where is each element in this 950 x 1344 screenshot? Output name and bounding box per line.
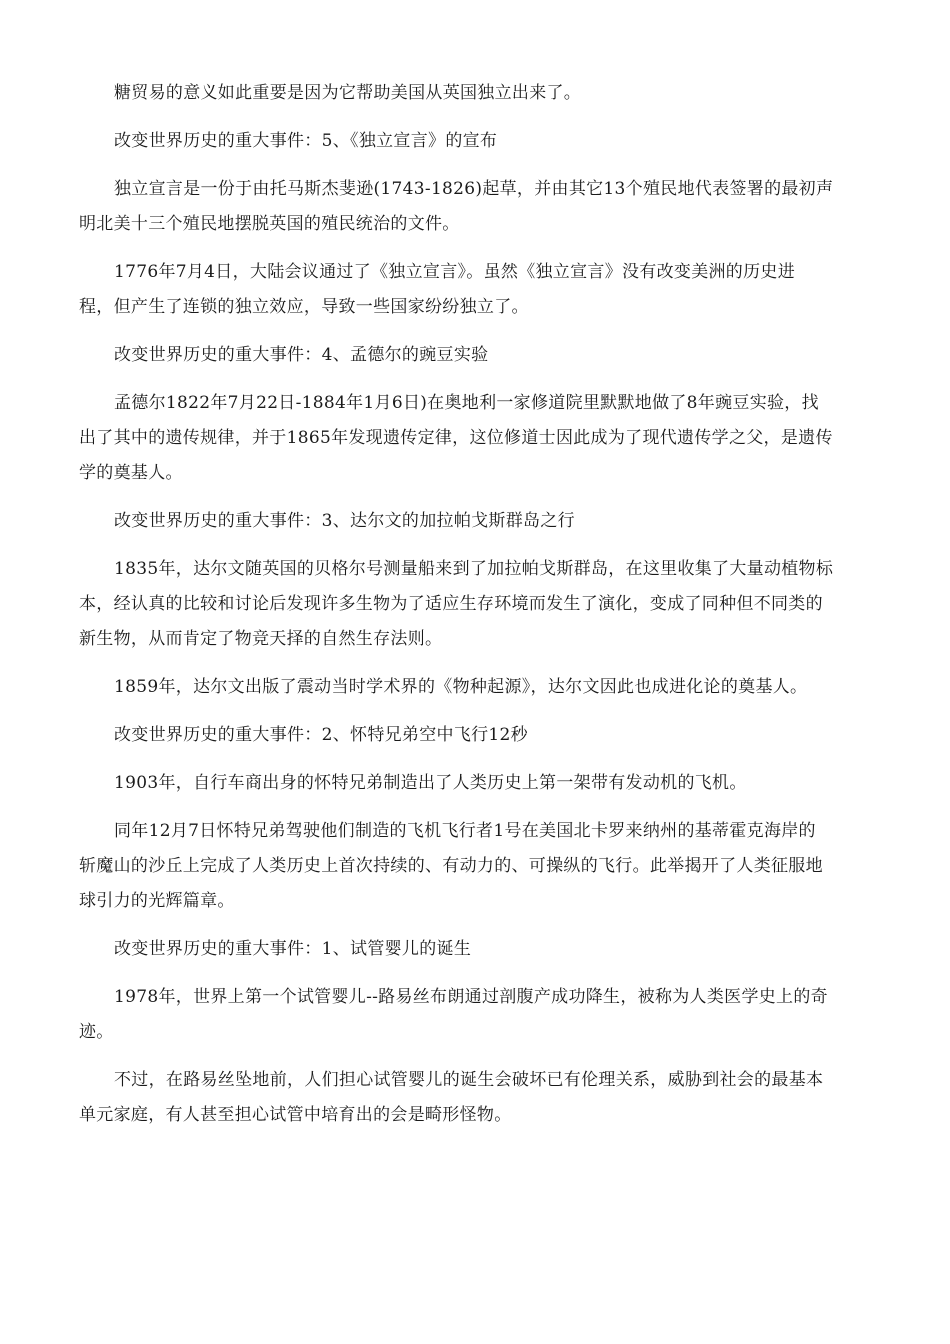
paragraph [114, 76, 854, 111]
heading-line: 改变世界历史的重大事件：5、《独立宣言》的宣布 [114, 131, 498, 151]
section-heading [114, 124, 854, 159]
section-heading [114, 718, 854, 753]
paragraph-line: 独立宣言是一份于由托马斯杰斐逊(1743-1826)起草，并由其它13个殖民地代表签署的最初声 [114, 179, 834, 199]
paragraph [79, 386, 854, 491]
document-body [79, 76, 854, 1133]
section-heading [114, 932, 854, 967]
paragraph [79, 814, 854, 919]
paragraph-line: 学的奠基人。 [79, 463, 183, 483]
heading-line: 改变世界历史的重大事件：1、试管婴儿的诞生 [114, 939, 472, 959]
paragraph-line: 明北美十三个殖民地摆脱英国的殖民统治的文件。 [79, 214, 460, 234]
heading-line: 改变世界历史的重大事件：3、达尔文的加拉帕戈斯群岛之行 [114, 511, 575, 531]
paragraph-line: 1978年，世界上第一个试管婴儿--路易丝布朗通过剖腹产成功降生，被称为人类医学史上的奇 [114, 987, 828, 1007]
paragraph-line: 1859年，达尔文出版了震动当时学术界的《物种起源》，达尔文因此也成进化论的奠基人。 [114, 677, 808, 697]
section-heading [114, 504, 854, 539]
paragraph-line: 单元家庭，有人甚至担心试管中培育出的会是畸形怪物。 [79, 1105, 512, 1125]
paragraph [79, 552, 854, 657]
paragraph-line: 同年12月7日怀特兄弟驾驶他们制造的飞机飞行者1号在美国北卡罗来纳州的基蒂霍克海岸的 [114, 821, 816, 841]
paragraph-line: 斩魔山的沙丘上完成了人类历史上首次持续的、有动力的、可操纵的飞行。此举揭开了人类征服地 [79, 856, 823, 876]
section-heading [114, 338, 854, 373]
paragraph-line: 程，但产生了连锁的独立效应，导致一些国家纷纷独立了。 [79, 297, 529, 317]
paragraph-line: 球引力的光辉篇章。 [79, 891, 235, 911]
paragraph-line: 1835年，达尔文随英国的贝格尔号测量船来到了加拉帕戈斯群岛，在这里收集了大量动植物标 [114, 559, 834, 579]
paragraph [79, 980, 854, 1050]
paragraph [114, 766, 854, 801]
paragraph-line: 1903年，自行车商出身的怀特兄弟制造出了人类历史上第一架带有发动机的飞机。 [114, 773, 747, 793]
paragraph-line: 出了其中的遗传规律，并于1865年发现遗传定律，这位修道士因此成为了现代遗传学之父，是遗传 [79, 428, 833, 448]
heading-line: 改变世界历史的重大事件：2、怀特兄弟空中飞行12秒 [114, 725, 528, 745]
paragraph-line: 孟德尔1822年7月22日-1884年1月6日)在奥地利一家修道院里默默地做了8年豌豆实验，找 [114, 393, 819, 413]
paragraph [79, 1063, 854, 1133]
paragraph [114, 670, 854, 705]
heading-line: 改变世界历史的重大事件：4、孟德尔的豌豆实验 [114, 345, 489, 365]
paragraph-line: 迹。 [79, 1022, 114, 1042]
paragraph-line: 本，经认真的比较和讨论后发现许多生物为了适应生存环境而发生了演化，变成了同种但不同类的 [79, 594, 823, 614]
paragraph-line: 新生物，从而肯定了物竞天择的自然生存法则。 [79, 629, 443, 649]
paragraph-line: 糖贸易的意义如此重要是因为它帮助美国从英国独立出来了。 [114, 83, 582, 103]
paragraph [79, 172, 854, 242]
paragraph [79, 255, 854, 325]
paragraph-line: 1776年7月4日，大陆会议通过了《独立宣言》。虽然《独立宣言》没有改变美洲的历史进 [114, 262, 795, 282]
paragraph-line: 不过，在路易丝坠地前，人们担心试管婴儿的诞生会破坏已有伦理关系，威胁到社会的最基本 [114, 1070, 824, 1090]
